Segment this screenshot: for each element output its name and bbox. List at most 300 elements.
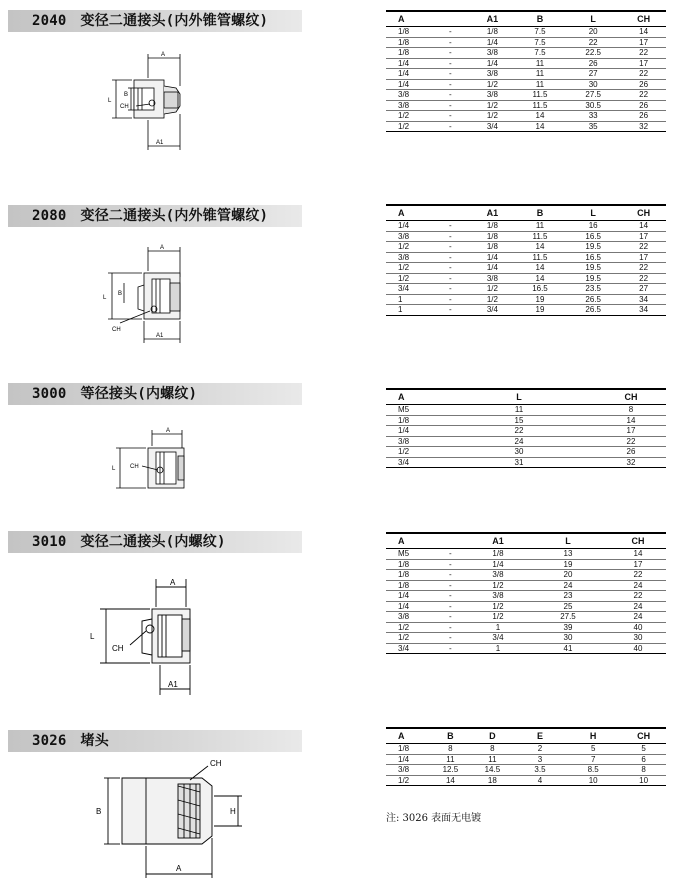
table-row	[386, 559, 666, 570]
table-cell: 23.5	[565, 284, 621, 295]
table-header-row	[386, 728, 666, 744]
table-cell: 1/2	[386, 111, 431, 122]
table-row	[386, 765, 666, 776]
dim-label-a: A	[166, 428, 171, 434]
table-cell: 1/8	[386, 27, 431, 38]
table-cell: 14	[515, 263, 565, 274]
table-row	[386, 48, 666, 59]
table-cell: -	[431, 284, 470, 295]
table-cell: -	[431, 90, 470, 101]
table-cell: 5	[565, 744, 621, 755]
table-cell: 1/2	[470, 284, 515, 295]
table-cell: 2	[515, 744, 565, 755]
section-header-2080	[8, 205, 302, 227]
table-cell: 24	[610, 580, 666, 591]
table-cell: 7.5	[515, 27, 565, 38]
table-cell: 3/8	[470, 273, 515, 284]
table-cell: 39	[526, 622, 610, 633]
table-cell: 13	[526, 549, 610, 560]
table-cell: 26.5	[565, 305, 621, 316]
table-cell: 11	[470, 754, 515, 765]
table-cell: 1/2	[470, 79, 515, 90]
table-cell: 19.5	[565, 263, 621, 274]
table-row	[386, 744, 666, 755]
table-cell: -	[431, 27, 470, 38]
table-cell: 22	[610, 570, 666, 581]
table-cell: 32	[621, 121, 666, 132]
dim-label-ch: CH	[112, 644, 124, 653]
table-cell: 1	[470, 643, 526, 654]
table-cell: 1/2	[470, 580, 526, 591]
table-row	[386, 405, 666, 416]
table-cell: 3/8	[386, 231, 431, 242]
table-cell: 1/2	[470, 100, 515, 111]
table-cell: 24	[526, 580, 610, 591]
spec-table-2080	[386, 204, 666, 316]
table-cell: 1/2	[470, 294, 515, 305]
table-cell: 14.5	[470, 765, 515, 776]
table-cell: -	[431, 100, 470, 111]
table-row	[386, 263, 666, 274]
table-cell: 1/4	[470, 37, 515, 48]
table-row	[386, 100, 666, 111]
table-row	[386, 69, 666, 80]
table-cell: 22	[596, 436, 666, 447]
table-cell: -	[431, 111, 470, 122]
table-cell: 30	[526, 633, 610, 644]
table-cell: 19.5	[565, 242, 621, 253]
table-cell: -	[431, 633, 470, 644]
column-header: CH	[621, 728, 666, 744]
table-cell: 11.5	[515, 231, 565, 242]
table-cell: 1/2	[386, 263, 431, 274]
table-cell: -	[431, 549, 470, 560]
table-cell: 40	[610, 622, 666, 633]
table-cell: -	[431, 79, 470, 90]
table-row	[386, 305, 666, 316]
table-cell: 1/8	[470, 549, 526, 560]
table-row	[386, 754, 666, 765]
part-code: 2080	[32, 208, 67, 224]
table-cell: 17	[596, 426, 666, 437]
table-cell: 7	[565, 754, 621, 765]
section-header-2040	[8, 10, 302, 32]
table-cell: 27.5	[526, 612, 610, 623]
part-code: 3000	[32, 386, 67, 402]
dim-label-a1: A1	[168, 680, 178, 689]
table-cell: 22	[565, 37, 621, 48]
table-cell: 3/4	[386, 284, 431, 295]
table-cell: 17	[610, 559, 666, 570]
table-cell: 5	[621, 744, 666, 755]
table-cell: 1/4	[386, 601, 431, 612]
table-cell: 1/8	[386, 415, 442, 426]
dim-label-a1: A1	[156, 333, 164, 339]
table-cell: -	[431, 263, 470, 274]
table-cell: -	[431, 570, 470, 581]
table-cell: 8	[596, 405, 666, 416]
table-cell: 3/8	[386, 436, 442, 447]
section-header-3000	[8, 383, 302, 405]
table-cell: 1/8	[470, 231, 515, 242]
table-cell: 1/4	[386, 591, 431, 602]
dim-label-ch: CH	[112, 327, 121, 333]
dim-label-l: L	[90, 632, 95, 641]
table-cell: 1/4	[470, 559, 526, 570]
table-cell: 19.5	[565, 273, 621, 284]
table-cell: 11.5	[515, 90, 565, 101]
table-cell: -	[431, 305, 470, 316]
table-cell: -	[431, 273, 470, 284]
column-header: A1	[470, 533, 526, 549]
table-cell: 1/2	[470, 601, 526, 612]
table-cell: 30	[565, 79, 621, 90]
table-row	[386, 591, 666, 602]
dim-label-l: L	[103, 295, 107, 301]
table-row	[386, 426, 666, 437]
table-cell: 3	[515, 754, 565, 765]
column-header: L	[526, 533, 610, 549]
table-cell: 3/8	[386, 100, 431, 111]
table-row	[386, 221, 666, 232]
table-row	[386, 231, 666, 242]
column-header: CH	[621, 205, 666, 221]
table-cell: 17	[621, 37, 666, 48]
column-header: B	[515, 205, 565, 221]
table-cell: 25	[526, 601, 610, 612]
table-cell: 26	[565, 58, 621, 69]
table-cell: -	[431, 69, 470, 80]
table-cell: 40	[610, 643, 666, 654]
table-cell: -	[431, 48, 470, 59]
table-cell: 1/8	[470, 221, 515, 232]
column-header	[431, 533, 470, 549]
table-cell: 34	[621, 305, 666, 316]
dim-label-b: B	[124, 92, 129, 98]
table-cell: 1/2	[386, 775, 431, 786]
table-cell: 3/8	[470, 48, 515, 59]
table-cell: -	[431, 231, 470, 242]
table-cell: -	[431, 612, 470, 623]
table-header-row	[386, 533, 666, 549]
table-row	[386, 601, 666, 612]
table-cell: 22	[621, 48, 666, 59]
column-header: L	[565, 11, 621, 27]
table-cell: 22	[621, 242, 666, 253]
table-cell: 3/4	[386, 643, 431, 654]
column-header: A	[386, 389, 442, 405]
table-cell: 11	[515, 69, 565, 80]
table-cell: 1/4	[386, 221, 431, 232]
table-cell: 14	[515, 273, 565, 284]
table-cell: 14	[610, 549, 666, 560]
table-cell: 11	[442, 405, 596, 416]
column-header	[431, 11, 470, 27]
column-header	[431, 205, 470, 221]
drawing-2040	[98, 48, 198, 158]
dim-label-ch: CH	[210, 759, 222, 768]
table-row	[386, 111, 666, 122]
column-header: A	[386, 205, 431, 221]
table-cell: 1/4	[470, 252, 515, 263]
column-header: B	[431, 728, 470, 744]
table-cell: 27	[565, 69, 621, 80]
drawing-3026	[90, 756, 250, 882]
table-row	[386, 415, 666, 426]
table-cell: 1/4	[386, 426, 442, 437]
drawing-3000	[108, 426, 198, 506]
table-cell: 1/2	[386, 447, 442, 458]
table-cell: 19	[515, 305, 565, 316]
table-header-row	[386, 11, 666, 27]
table-row	[386, 58, 666, 69]
table-cell: 22.5	[565, 48, 621, 59]
table-cell: 1/4	[470, 263, 515, 274]
column-header: A	[386, 533, 431, 549]
column-header: CH	[610, 533, 666, 549]
table-cell: -	[431, 580, 470, 591]
table-header-row	[386, 205, 666, 221]
column-header: CH	[596, 389, 666, 405]
table-cell: 22	[610, 591, 666, 602]
table-row	[386, 633, 666, 644]
table-row	[386, 284, 666, 295]
table-cell: 4	[515, 775, 565, 786]
table-cell: 1	[386, 294, 431, 305]
table-cell: 3/8	[386, 765, 431, 776]
table-cell: 11.5	[515, 100, 565, 111]
table-row	[386, 580, 666, 591]
table-cell: 1/2	[386, 633, 431, 644]
column-header: A	[386, 11, 431, 27]
table-cell: M5	[386, 549, 431, 560]
table-cell: 3/8	[470, 69, 515, 80]
table-cell: 1/4	[386, 754, 431, 765]
table-cell: 1/2	[386, 622, 431, 633]
table-cell: 10	[621, 775, 666, 786]
table-cell: 16.5	[565, 252, 621, 263]
table-cell: 27.5	[565, 90, 621, 101]
table-cell: 27	[621, 284, 666, 295]
table-row	[386, 79, 666, 90]
table-cell: 1/4	[386, 79, 431, 90]
dim-label-ch: CH	[130, 464, 139, 470]
table-cell: 12.5	[431, 765, 470, 776]
part-code: 3010	[32, 534, 67, 550]
table-cell: 26	[621, 79, 666, 90]
table-cell: 14	[621, 221, 666, 232]
table-cell: 14	[515, 242, 565, 253]
table-cell: -	[431, 121, 470, 132]
dim-label-a: A	[161, 52, 166, 58]
spec-table-3010	[386, 532, 666, 654]
table-row	[386, 643, 666, 654]
table-cell: 3/8	[386, 252, 431, 263]
table-cell: 22	[621, 90, 666, 101]
section-header-3026	[8, 730, 302, 752]
table-row	[386, 436, 666, 447]
table-cell: 1/4	[386, 69, 431, 80]
table-cell: 3/8	[386, 612, 431, 623]
dim-label-a1: A1	[156, 140, 164, 146]
table-cell: 17	[621, 252, 666, 263]
table-cell: 1/8	[386, 37, 431, 48]
table-cell: -	[431, 559, 470, 570]
table-cell: 26	[621, 100, 666, 111]
table-cell: -	[431, 622, 470, 633]
table-cell: 33	[565, 111, 621, 122]
table-cell: 1	[386, 305, 431, 316]
table-cell: 20	[526, 570, 610, 581]
table-cell: 15	[442, 415, 596, 426]
table-cell: 3/4	[470, 633, 526, 644]
part-title: 等径接头(内螺纹)	[80, 386, 198, 402]
dim-label-b: B	[96, 807, 102, 816]
column-header: CH	[621, 11, 666, 27]
table-cell: 30.5	[565, 100, 621, 111]
table-row	[386, 27, 666, 38]
table-cell: -	[431, 643, 470, 654]
table-cell: 8.5	[565, 765, 621, 776]
part-title: 变径二通接头(内外锥管螺纹)	[80, 208, 269, 224]
table-cell: -	[431, 294, 470, 305]
table-cell: 24	[442, 436, 596, 447]
table-cell: 31	[442, 457, 596, 468]
table-cell: 14	[515, 121, 565, 132]
table-cell: 1/8	[386, 744, 431, 755]
column-header: A	[386, 728, 431, 744]
table-cell: 1	[470, 622, 526, 633]
table-cell: M5	[386, 405, 442, 416]
table-row	[386, 294, 666, 305]
table-row	[386, 549, 666, 560]
dim-label-a: A	[170, 578, 176, 587]
table-row	[386, 252, 666, 263]
dim-label-ch: CH	[120, 104, 129, 110]
table-cell: 30	[442, 447, 596, 458]
table-cell: 1/8	[386, 48, 431, 59]
table-cell: 24	[610, 612, 666, 623]
part-code: 3026	[32, 733, 67, 749]
table-cell: 22	[621, 263, 666, 274]
table-cell: 11.5	[515, 252, 565, 263]
table-cell: 1/8	[386, 580, 431, 591]
table-cell: 26	[596, 447, 666, 458]
table-cell: 8	[431, 744, 470, 755]
table-cell: 17	[621, 231, 666, 242]
table-cell: 1/4	[470, 58, 515, 69]
table-row	[386, 775, 666, 786]
table-cell: 1/2	[386, 121, 431, 132]
table-cell: 19	[526, 559, 610, 570]
table-cell: 3/8	[470, 591, 526, 602]
table-cell: 16	[565, 221, 621, 232]
dim-label-a: A	[160, 245, 165, 251]
table-cell: 14	[596, 415, 666, 426]
table-cell: 1/2	[386, 273, 431, 284]
column-header: D	[470, 728, 515, 744]
table-cell: 14	[431, 775, 470, 786]
table-cell: 7.5	[515, 37, 565, 48]
column-header: B	[515, 11, 565, 27]
table-cell: 8	[621, 765, 666, 776]
part-title: 堵头	[80, 733, 109, 749]
table-cell: 1/8	[470, 242, 515, 253]
table-cell: 17	[621, 58, 666, 69]
table-cell: 6	[621, 754, 666, 765]
table-cell: 7.5	[515, 48, 565, 59]
table-cell: 3/4	[470, 305, 515, 316]
table-cell: 20	[565, 27, 621, 38]
column-header: L	[442, 389, 596, 405]
table-cell: 32	[596, 457, 666, 468]
table-cell: 14	[515, 111, 565, 122]
table-cell: 22	[621, 69, 666, 80]
table-cell: 3/8	[470, 90, 515, 101]
table-row	[386, 612, 666, 623]
table-cell: -	[431, 37, 470, 48]
table-cell: -	[431, 221, 470, 232]
column-header: A1	[470, 11, 515, 27]
table-row	[386, 273, 666, 284]
dim-label-l: L	[112, 466, 116, 472]
spec-table-2040	[386, 10, 666, 132]
table-row	[386, 622, 666, 633]
table-row	[386, 242, 666, 253]
table-cell: 1/8	[470, 27, 515, 38]
dim-label-h: H	[230, 807, 236, 816]
table-cell: 11	[515, 79, 565, 90]
table-cell: 11	[431, 754, 470, 765]
table-cell: 34	[621, 294, 666, 305]
table-cell: 1/2	[470, 612, 526, 623]
table-cell: 1/8	[386, 570, 431, 581]
part-title: 变径二通接头(内螺纹)	[80, 534, 226, 550]
section-header-3010	[8, 531, 302, 553]
table-cell: 1/4	[386, 58, 431, 69]
table-row	[386, 121, 666, 132]
table-cell: 18	[470, 775, 515, 786]
table-cell: 41	[526, 643, 610, 654]
table-cell: 3/4	[386, 457, 442, 468]
table-row	[386, 90, 666, 101]
column-header: L	[565, 205, 621, 221]
column-header: E	[515, 728, 565, 744]
table-row	[386, 570, 666, 581]
dim-label-a: A	[176, 864, 182, 873]
table-cell: 3.5	[515, 765, 565, 776]
spec-table-3000	[386, 388, 666, 468]
table-cell: 1/8	[386, 559, 431, 570]
table-row	[386, 447, 666, 458]
table-cell: 24	[610, 601, 666, 612]
table-cell: 1/2	[386, 242, 431, 253]
table-cell: 3/4	[470, 121, 515, 132]
dim-label-l: L	[108, 98, 112, 104]
table-cell: 3/8	[386, 90, 431, 101]
table-cell: -	[431, 252, 470, 263]
table-cell: 26	[621, 111, 666, 122]
table-cell: 22	[621, 273, 666, 284]
part-code: 2040	[32, 13, 67, 29]
table-cell: 26.5	[565, 294, 621, 305]
table-cell: 22	[442, 426, 596, 437]
table-cell: 11	[515, 58, 565, 69]
part-title: 变径二通接头(内外锥管螺纹)	[80, 13, 269, 29]
column-header: H	[565, 728, 621, 744]
table-cell: -	[431, 242, 470, 253]
column-header: A1	[470, 205, 515, 221]
